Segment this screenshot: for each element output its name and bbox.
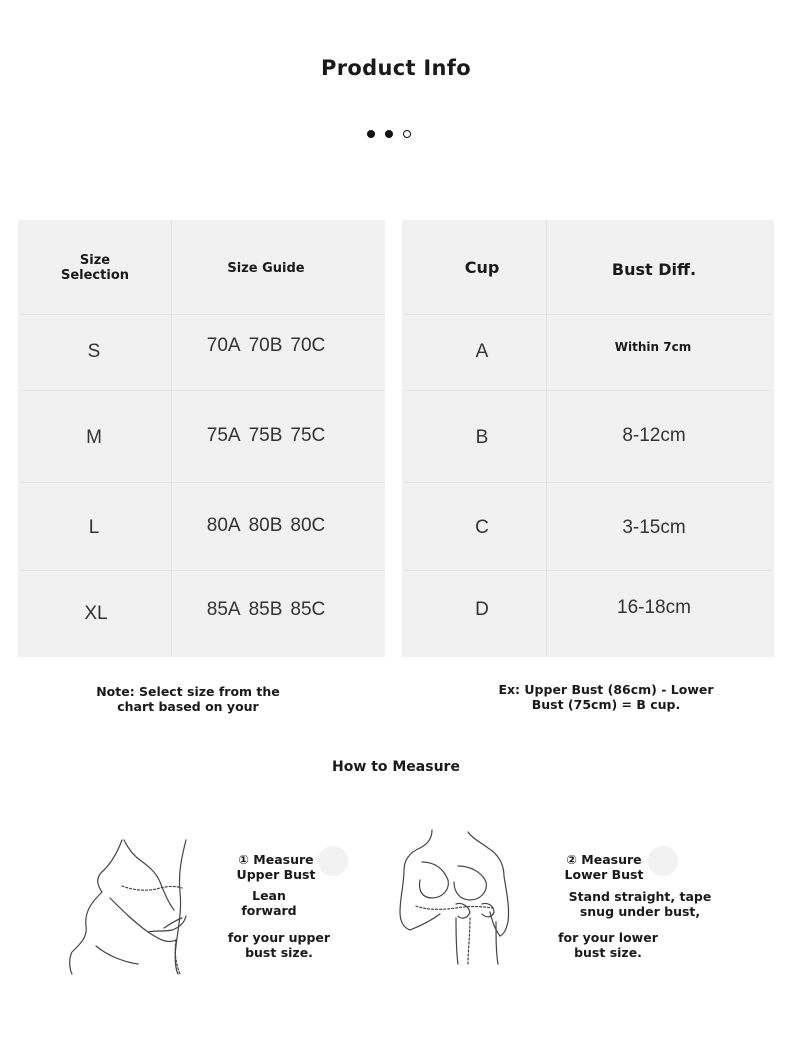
cup-example-note: Ex: Upper Bust (86cm) - Lower Bust (75cm) = B cup.	[498, 682, 714, 712]
side-profile-upper-bust-figure-icon	[64, 836, 194, 976]
table-row-diff: 16-18cm	[617, 597, 691, 618]
carousel-dot-1[interactable]	[367, 130, 375, 138]
table-row-size: S	[87, 341, 101, 362]
table-row-diff: 8-12cm	[622, 425, 686, 446]
size-table	[18, 220, 385, 657]
carousel-dot-3[interactable]	[403, 130, 411, 138]
table-row-guide	[171, 482, 361, 570]
guide-value: 85C	[290, 599, 326, 620]
front-view-lower-bust-figure-icon	[396, 826, 524, 966]
guide-value: 80C	[290, 515, 326, 536]
guide-value: 75A	[206, 425, 241, 446]
guide-value: 70B	[248, 335, 283, 356]
step2-action: Stand straight, tape snug under bust,	[568, 889, 712, 919]
how-to-measure-title: How to Measure	[332, 759, 460, 775]
table-row-cup: A	[475, 341, 489, 362]
guide-value: 85B	[248, 599, 283, 620]
header-size-guide: Size Guide	[227, 260, 305, 276]
guide-value: 80B	[248, 515, 283, 536]
cup-table	[402, 220, 774, 657]
header-cup: Cup	[464, 257, 500, 277]
guide-value: 75B	[248, 425, 283, 446]
table-row-size: L	[88, 517, 100, 538]
step2-label: ② Measure	[566, 852, 642, 867]
table-row-diff: Within 7cm	[614, 339, 692, 354]
header-size-selection: Size Selection	[60, 253, 129, 283]
guide-value: 70C	[290, 335, 326, 356]
page-title: Product Info	[321, 56, 471, 80]
table-row-diff: 3-15cm	[622, 517, 686, 538]
guide-value: 75C	[290, 425, 326, 446]
table-row-size: XL	[84, 603, 108, 624]
carousel-indicator	[367, 130, 411, 138]
guide-value: 80A	[206, 515, 241, 536]
table-row-cup: B	[475, 427, 489, 448]
carousel-dot-2[interactable]	[385, 130, 393, 138]
step2-purpose: for your lower bust size.	[558, 930, 658, 960]
table-row-guide	[171, 568, 361, 652]
step1-action: Lean forward	[241, 888, 297, 918]
guide-value: 70A	[206, 335, 241, 356]
step1-label: ① Measure	[238, 852, 314, 867]
table-row-size: M	[86, 427, 102, 448]
step2-target: Lower Bust	[564, 867, 644, 882]
guide-value: 85A	[206, 599, 241, 620]
table-row-guide	[171, 308, 361, 384]
header-bust-diff: Bust Diff.	[611, 259, 697, 279]
step1-purpose: for your upper bust size.	[227, 930, 331, 960]
table-row-cup: D	[475, 599, 489, 620]
table-row-guide	[171, 390, 361, 482]
table-row-cup: C	[475, 517, 489, 538]
size-note: Note: Select size from the chart based on your	[96, 684, 280, 714]
column-divider	[546, 220, 547, 657]
step1-target: Upper Bust	[236, 867, 316, 882]
